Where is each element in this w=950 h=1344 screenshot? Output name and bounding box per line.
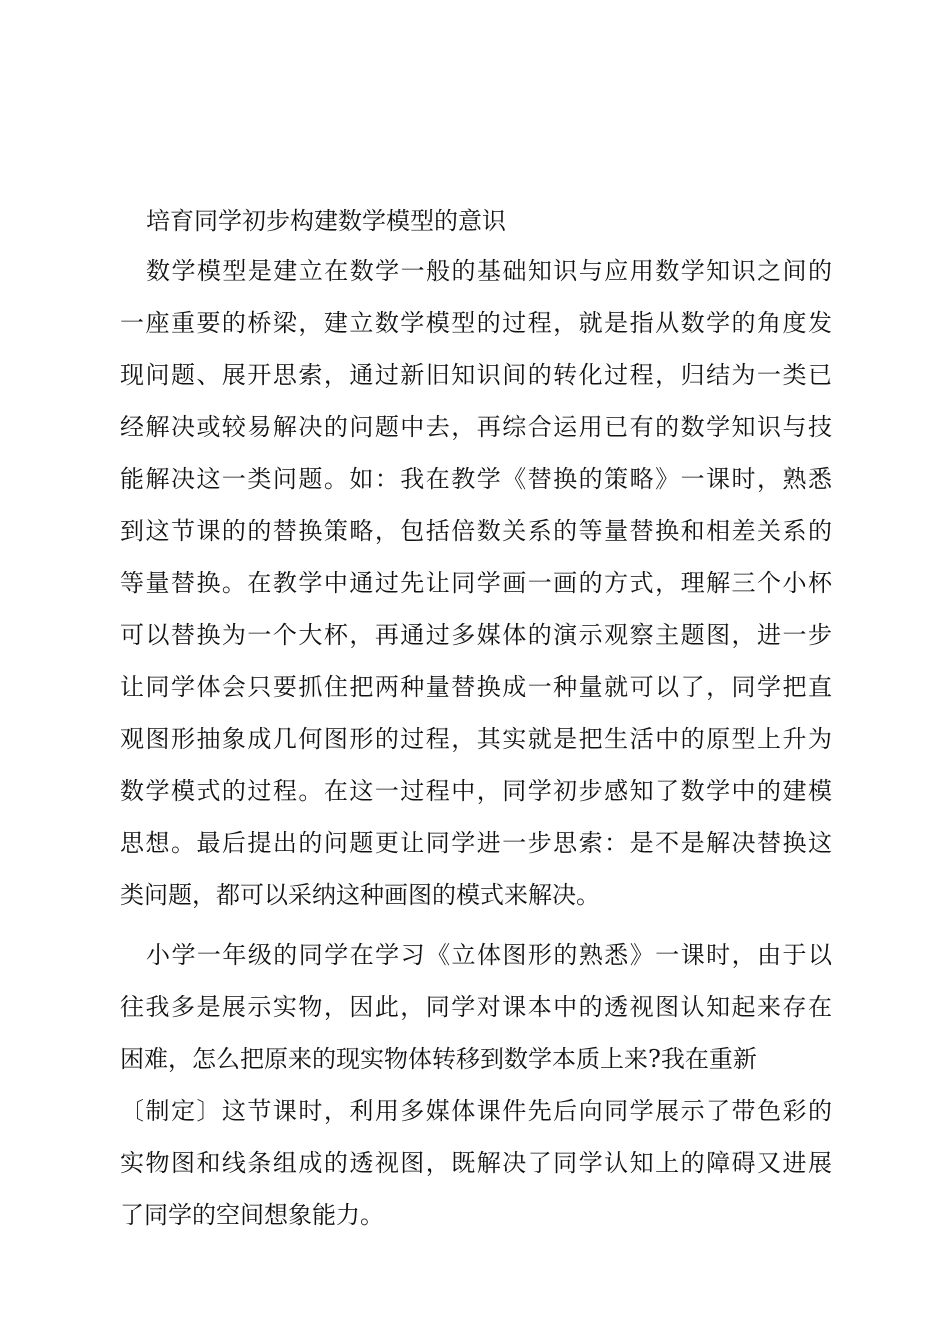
paragraph-line: 一座重要的桥梁，建立数学模型的过程，就是指从数学的角度发 [120,309,832,337]
paragraph-line: 等量替换。在教学中通过先让同学画一画的方式，理解三个小杯 [120,569,832,597]
paragraph-line: 能解决这一类问题。如：我在教学《替换的策略》一课时，熟悉 [120,465,832,493]
paragraph-1 [120,245,832,921]
document-body [120,197,832,1241]
paragraph-2 [120,929,832,1241]
paragraph-line: 往我多是展示实物，因此，同学对课本中的透视图认知起来存在 [120,993,832,1021]
paragraph-line: 现问题、展开思索，通过新旧知识间的转化过程，归结为一类已 [120,361,832,389]
paragraph-line: 了同学的空间想象能力。 [120,1201,384,1229]
paragraph-line: 类问题，都可以采纳这种画图的模式来解决。 [120,881,600,909]
paragraph-line: 经解决或较易解决的问题中去，再综合运用已有的数学知识与技 [120,413,832,441]
section-heading: 培育同学初步构建数学模型的意识 [146,207,506,235]
paragraph-line: 数学模型是建立在数学一般的基础知识与应用数学知识之间的 [146,257,832,285]
paragraph-line: 到这节课的的替换策略，包括倍数关系的等量替换和相差关系的 [120,517,832,545]
paragraph-line: 困难，怎么把原来的现实物体转移到数学本质上来?我在重新 [120,1045,757,1073]
paragraph-line: 〔制定〕这节课时，利用多媒体课件先后向同学展示了带色彩的 [120,1097,832,1125]
paragraph-line: 实物图和线条组成的透视图，既解决了同学认知上的障碍又进展 [120,1149,832,1177]
paragraph-line: 让同学体会只要抓住把两种量替换成一种量就可以了，同学把直 [120,673,832,701]
paragraph-line: 观图形抽象成几何图形的过程，其实就是把生活中的原型上升为 [120,725,832,753]
paragraph-line: 小学一年级的同学在学习《立体图形的熟悉》一课时，由于以 [146,941,832,969]
paragraph-line: 思想。最后提出的问题更让同学进一步思索：是不是解决替换这 [120,829,832,857]
paragraph-line: 数学模式的过程。在这一过程中，同学初步感知了数学中的建模 [120,777,832,805]
paragraph-line: 可以替换为一个大杯，再通过多媒体的演示观察主题图，进一步 [120,621,832,649]
